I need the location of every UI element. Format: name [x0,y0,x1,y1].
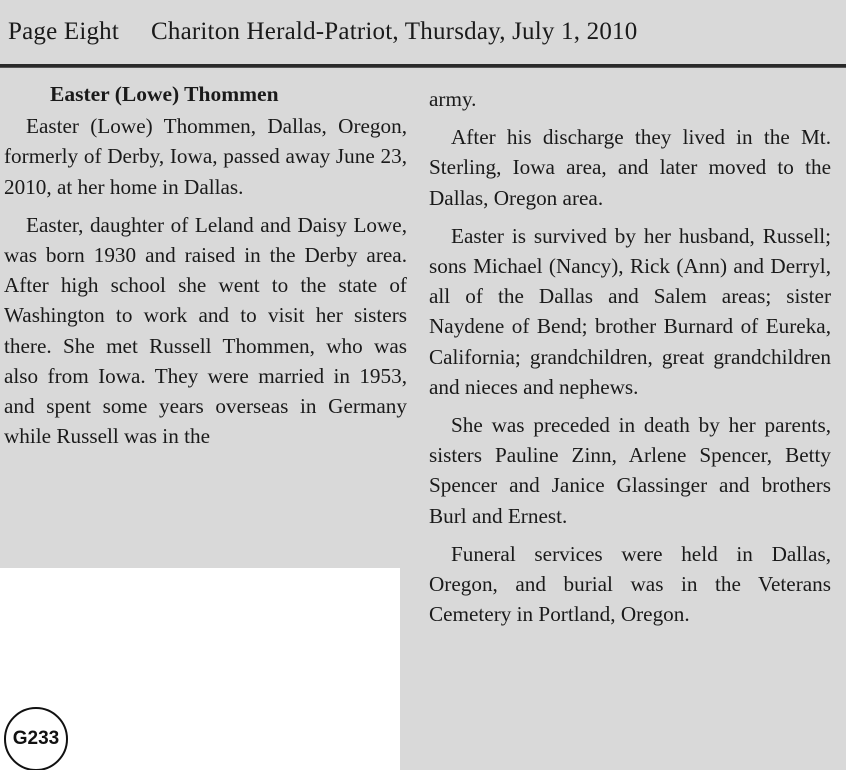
obituary-paragraph: Easter (Lowe) Thommen, Dallas, Oregon, formerly of Derby, Iowa, passed away June 23, 2010, at her home in Dallas. [4,114,407,199]
obituary-paragraph: Easter is survived by her husband, Russell; sons Michael (Nancy), Rick (Ann) and Derryl, all of the Dallas and Salem areas; sister Naydene of Bend; brother Burnard of Eureka, California; grandchildren, great grandchildren and nieces and nephews. [429,223,831,399]
newspaper-header [0,0,846,64]
header-rule [0,64,846,68]
obituary-paragraph: Funeral services were held in Dallas, Oregon, and burial was in the Veterans Cemetery in Portland, Oregon. [429,541,831,627]
obituary-right-column [429,84,831,629]
obituary-headline: Easter (Lowe) Thommen [50,82,279,106]
obituary-left-column [4,79,407,451]
obituary-paragraph: Easter, daughter of Leland and Daisy Lowe, was born 1930 and raised in the Derby area. After high school she went to the state of Washington to work and to visit her sisters there. She met Russell Thommen, who was also from Iowa. They were married in 1953, and spent some years overseas in Germany while Russell was in the [4,212,407,449]
publication-line: Chariton Herald-Patriot, Thursday, July 1, 2010 [151,18,638,45]
record-id-badge: G233 [4,707,68,770]
obituary-continuation: army. [429,87,477,111]
obituary-paragraph: She was preceded in death by her parents, sisters Pauline Zinn, Arlene Spencer, Betty Spencer and Janice Glassinger and brothers Burl and Ernest. [429,413,831,528]
page-number-label: Page Eight [8,18,120,45]
obituary-paragraph: After his discharge they lived in the Mt. Sterling, Iowa area, and later moved to the Dallas, Oregon area. [429,125,831,210]
